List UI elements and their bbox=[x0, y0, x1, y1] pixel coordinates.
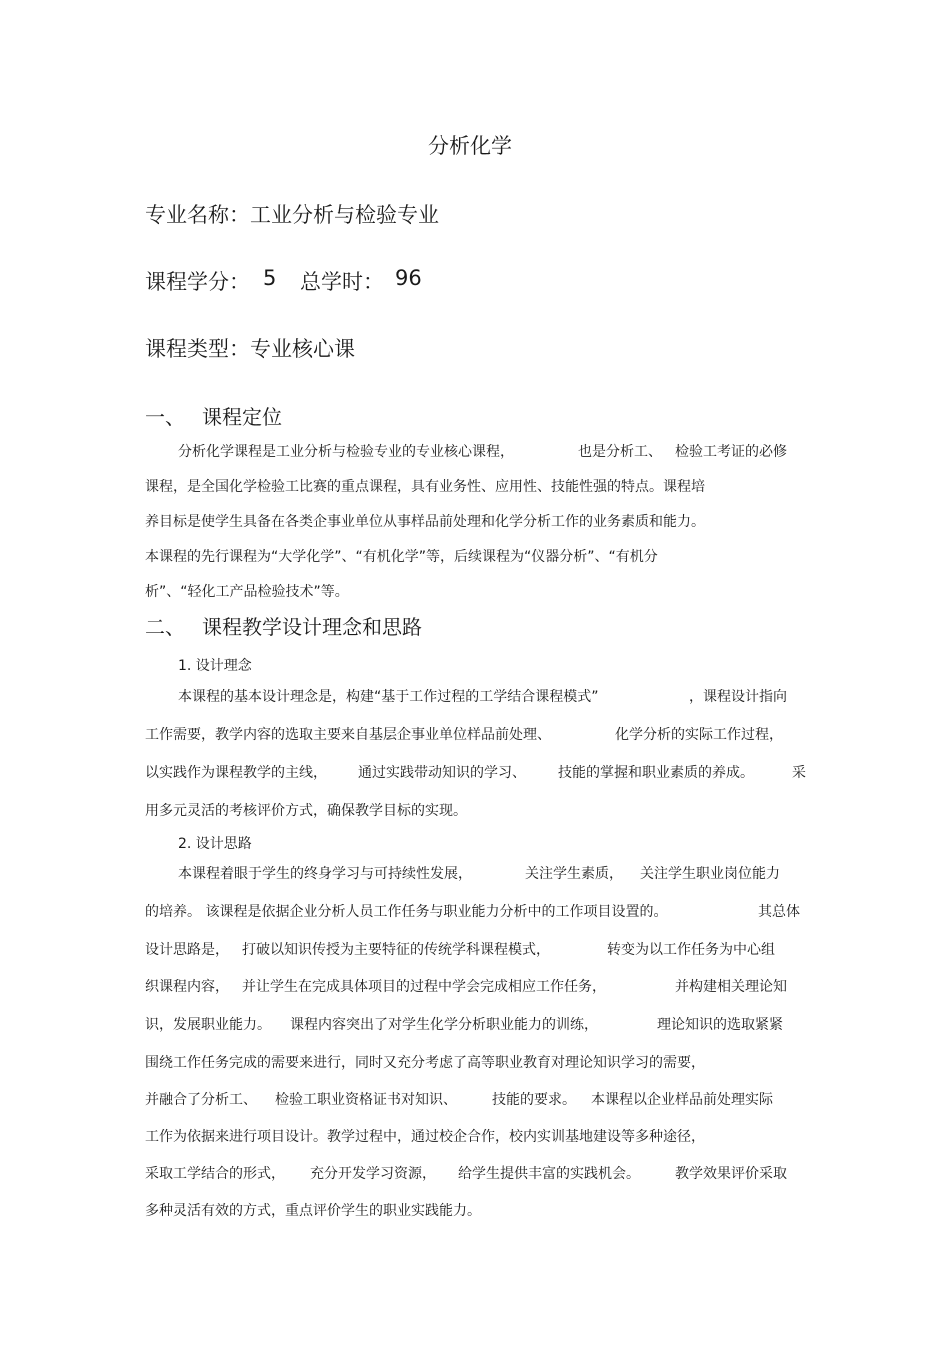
text-line bbox=[0, 863, 950, 883]
text-segment: 通过实践带动知识的学习、 bbox=[358, 765, 526, 781]
subheading-design-approach: 2. 设计思路 bbox=[178, 836, 252, 852]
text-segment: 检验工职业资格证书对知识、 bbox=[275, 1092, 457, 1108]
text-segment: 并构建相关理论知 bbox=[675, 979, 787, 995]
course-type-line: 课程类型：专业核心课 bbox=[145, 337, 355, 361]
text-line bbox=[0, 686, 950, 706]
text-line: 工作为依据来进行项目设计。教学过程中，通过校企合作，校内实训基地建设等多种途径， bbox=[145, 1129, 705, 1145]
text-segment: 化学分析的实际工作过程， bbox=[615, 727, 783, 743]
text-line bbox=[0, 1163, 950, 1183]
text-segment: 织课程内容， bbox=[145, 979, 229, 995]
text-segment: 检验工考证的必修 bbox=[675, 444, 787, 460]
text-line bbox=[0, 724, 950, 744]
text-segment: 其总体 bbox=[758, 904, 800, 920]
text-segment: 技能的要求。 bbox=[492, 1092, 576, 1108]
credits-line bbox=[145, 266, 465, 296]
text-line bbox=[0, 1014, 950, 1034]
hours-value: 96 bbox=[395, 266, 422, 290]
text-line: 用多元灵活的考核评价方式，确保教学目标的实现。 bbox=[145, 803, 467, 819]
text-segment: 本课程以企业样品前处理实际 bbox=[591, 1092, 773, 1108]
text-segment: 分析化学课程是工业分析与检验专业的专业核心课程， bbox=[178, 444, 514, 460]
text-segment: 打破以知识传授为主要特征的传统学科课程模式， bbox=[242, 942, 550, 958]
text-line: 本课程的先行课程为“大学化学”、“有机化学”等，后续课程为“仪器分析”、“有机分 bbox=[145, 549, 658, 565]
text-segment: 以实践作为课程教学的主线， bbox=[145, 765, 327, 781]
text-line bbox=[0, 939, 950, 959]
major-line: 专业名称：工业分析与检验专业 bbox=[145, 203, 439, 227]
text-segment: 并融合了分析工、 bbox=[145, 1092, 257, 1108]
credits-value: 5 bbox=[263, 266, 277, 290]
text-line bbox=[0, 901, 950, 921]
section1-heading bbox=[145, 401, 445, 429]
text-line bbox=[0, 1089, 950, 1109]
text-line: 养目标是使学生具备在各类企事业单位从事样品前处理和化学分析工作的业务素质和能力。 bbox=[145, 514, 705, 530]
text-line: 课程，是全国化学检验工比赛的重点课程，具有业务性、应用性、技能性强的特点。课程培 bbox=[145, 479, 705, 495]
section2-number: 二、 bbox=[145, 615, 185, 639]
text-segment: 关注学生职业岗位能力 bbox=[640, 866, 780, 882]
text-segment: 采取工学结合的形式， bbox=[145, 1166, 285, 1182]
text-segment: 识，发展职业能力。 bbox=[145, 1017, 271, 1033]
text-segment: 设计思路是， bbox=[145, 942, 229, 958]
section2-heading bbox=[145, 611, 545, 639]
text-segment: 充分开发学习资源， bbox=[310, 1166, 436, 1182]
text-line: 析”、“轻化工产品检验技术”等。 bbox=[145, 584, 349, 600]
text-segment: 工作需要，教学内容的选取主要来自基层企事业单位样品前处理、 bbox=[145, 727, 551, 743]
text-segment: 理论知识的选取紧紧 bbox=[657, 1017, 783, 1033]
text-segment: 技能的掌握和职业素质的养成。 bbox=[558, 765, 754, 781]
subheading-design-concept: 1. 设计理念 bbox=[178, 658, 252, 674]
text-segment: ，课程设计指向 bbox=[689, 689, 787, 705]
text-line bbox=[0, 762, 950, 782]
text-line: 围绕工作任务完成的需要来进行，同时又充分考虑了高等职业教育对理论知识学习的需要， bbox=[145, 1055, 705, 1071]
text-segment: 课程内容突出了对学生化学分析职业能力的训练， bbox=[290, 1017, 598, 1033]
text-segment: 采 bbox=[792, 765, 806, 781]
text-line: 多种灵活有效的方式，重点评价学生的职业实践能力。 bbox=[145, 1203, 481, 1219]
text-segment: 并让学生在完成具体项目的过程中学会完成相应工作任务， bbox=[242, 979, 606, 995]
text-segment: 也是分析工、 bbox=[578, 444, 662, 460]
document-title: 分析化学 bbox=[428, 134, 512, 158]
text-line bbox=[0, 976, 950, 996]
text-segment: 教学效果评价采取 bbox=[675, 1166, 787, 1182]
hours-label: 总学时： bbox=[300, 270, 384, 294]
text-segment: 关注学生素质， bbox=[525, 866, 623, 882]
section1-title: 课程定位 bbox=[202, 405, 282, 429]
credits-label: 课程学分： bbox=[145, 270, 250, 294]
text-segment: 本课程着眼于学生的终身学习与可持续性发展， bbox=[178, 866, 472, 882]
text-segment: 给学生提供丰富的实践机会。 bbox=[458, 1166, 640, 1182]
text-segment: 本课程的基本设计理念是，构建“基于工作过程的工学结合课程模式” bbox=[178, 689, 599, 705]
section2-title: 课程教学设计理念和思路 bbox=[202, 615, 422, 639]
text-segment: 转变为以工作任务为中心组 bbox=[607, 942, 775, 958]
text-line bbox=[0, 441, 950, 461]
section1-number: 一、 bbox=[145, 405, 185, 429]
text-segment: 的培养。 该课程是依据企业分析人员工作任务与职业能力分析中的工作项目设置的。 bbox=[145, 904, 668, 920]
